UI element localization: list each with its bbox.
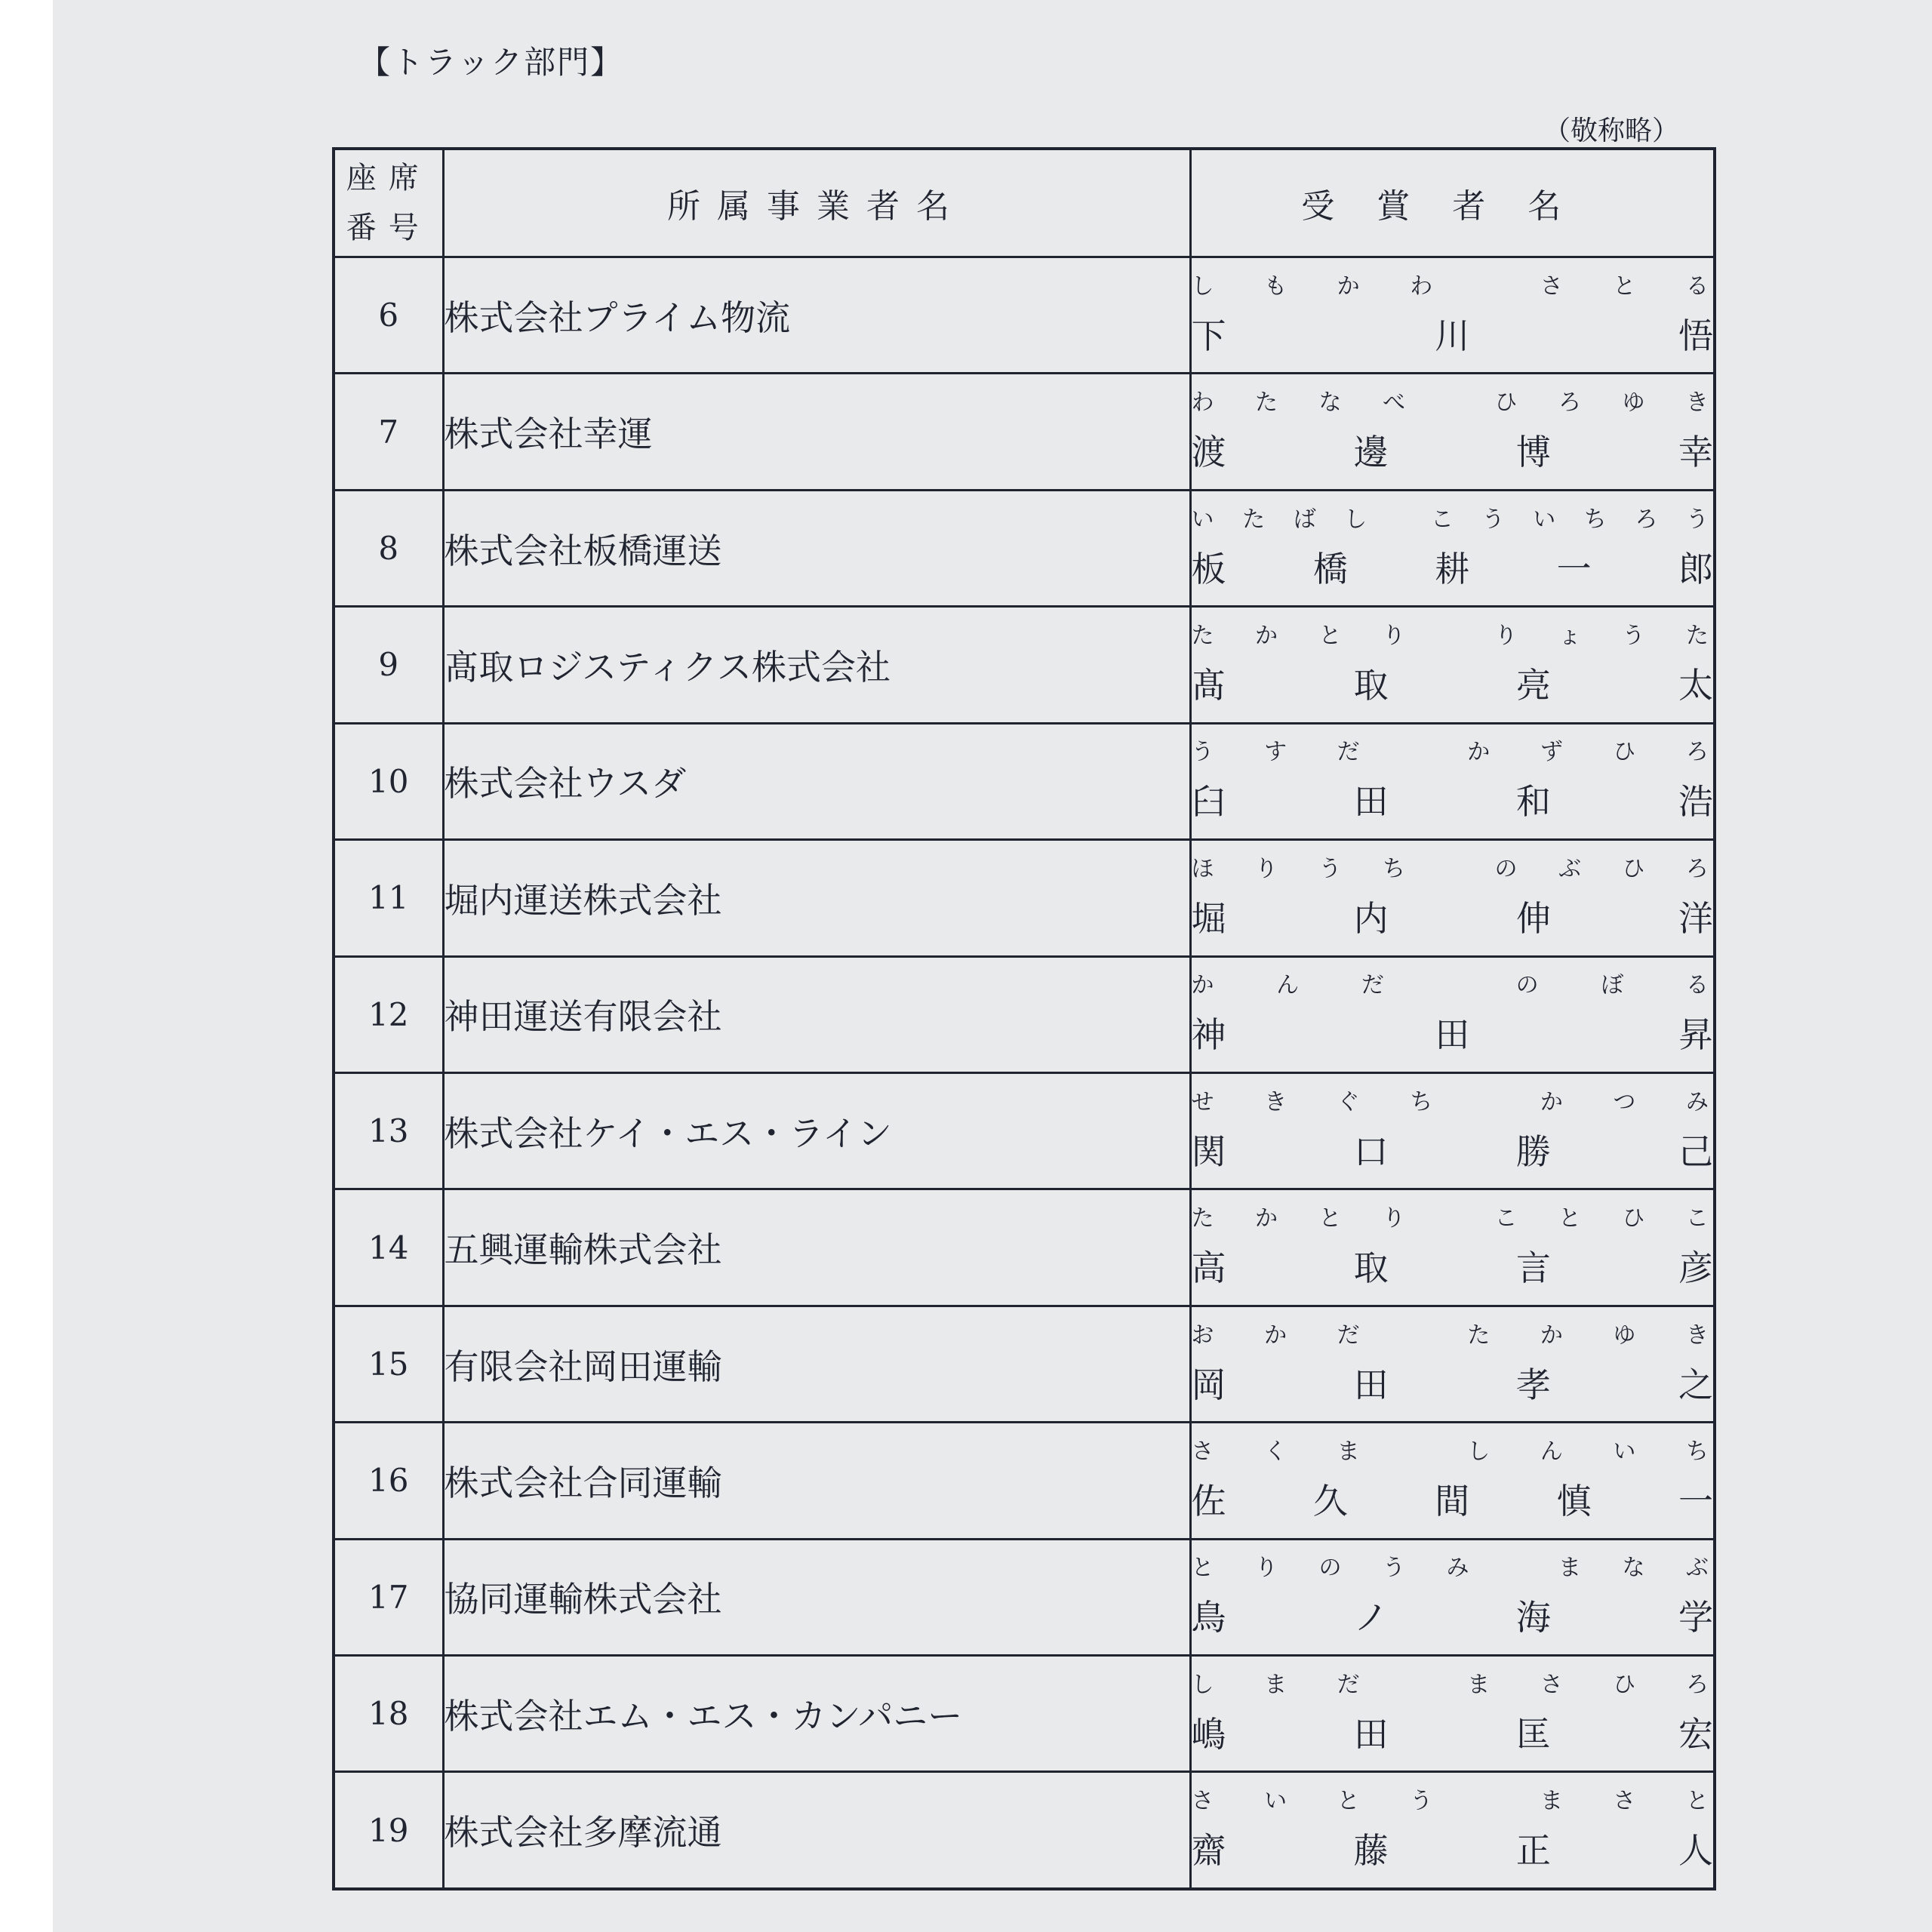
recipient-name-char: 川 [1435, 315, 1470, 356]
recipient-name-char: 浩 [1678, 781, 1713, 823]
company-name: 株式会社ケイ・エス・ライン [443, 1072, 1190, 1189]
recipient-reading: た か と り り ょ う た [1191, 622, 1709, 649]
company-name: 株式会社多摩流通 [443, 1772, 1190, 1889]
recipient-cell [1190, 1423, 1715, 1539]
company-name: 株式会社ウスダ [443, 723, 1190, 839]
table-row [334, 374, 1715, 490]
recipient-name-char: ノ [1353, 1597, 1389, 1638]
company-name: 有限会社岡田運輸 [443, 1306, 1190, 1422]
recipient-name [1192, 1472, 1714, 1530]
recipient-cell [1190, 1656, 1715, 1772]
recipient-name-char: 齋 [1191, 1830, 1226, 1872]
recipient-name-char: 昇 [1678, 1014, 1713, 1056]
recipient-name-char: 田 [1353, 781, 1389, 823]
recipient-cell [1190, 257, 1715, 374]
recipient-cell [1190, 1772, 1715, 1889]
recipient-name-char: 佐 [1191, 1480, 1226, 1521]
recipient-name-char: 口 [1353, 1131, 1389, 1172]
header-seat-line2: 番号 [346, 211, 431, 245]
table-body [334, 257, 1715, 1890]
recipient-name-char: 内 [1353, 897, 1389, 939]
table-row [334, 1656, 1715, 1772]
table-row [334, 1189, 1715, 1306]
recipient-name-char: 悟 [1678, 315, 1713, 356]
table-row [334, 490, 1715, 606]
recipient-name-char: 亮 [1515, 664, 1551, 706]
seat-number: 8 [334, 490, 443, 606]
recipient-cell [1190, 1539, 1715, 1655]
recipient-name-char: 渡 [1191, 432, 1226, 473]
recipient-reading: わ た な べ ひ ろ ゆ き [1191, 389, 1709, 417]
recipient-name-char: 嶋 [1191, 1713, 1226, 1755]
recipient-name-char: 橋 [1312, 548, 1348, 589]
recipient-reading: と り の う み ま な ぶ [1191, 1555, 1709, 1582]
recipient-name-char: 宏 [1678, 1713, 1713, 1755]
recipient-name-char: 正 [1515, 1830, 1551, 1872]
recipient-name [1192, 1356, 1714, 1414]
recipient-name-char: 関 [1191, 1131, 1226, 1172]
recipient-reading: か ん だ の ぼ る [1191, 972, 1709, 999]
table-row [334, 607, 1715, 723]
recipient-name-char: 伸 [1515, 897, 1551, 939]
recipient-name-char: 間 [1435, 1480, 1470, 1521]
table-row [334, 257, 1715, 374]
recipient-reading: い た ば し こ う い ち ろ う [1191, 506, 1709, 533]
company-name: 株式会社板橋運送 [443, 490, 1190, 606]
company-name: 神田運送有限会社 [443, 956, 1190, 1072]
recipient-name-char: 己 [1678, 1131, 1713, 1172]
recipient-cell [1190, 1189, 1715, 1306]
recipient-name [1192, 1589, 1714, 1646]
recipient-cell [1190, 956, 1715, 1072]
recipient-name-char: 田 [1353, 1713, 1389, 1755]
recipient-name [1192, 1822, 1714, 1879]
recipient-name [1192, 1006, 1714, 1063]
seat-number: 14 [334, 1189, 443, 1306]
recipient-name-char: 臼 [1191, 781, 1226, 823]
seat-number: 11 [334, 840, 443, 956]
recipient-name-char: 堀 [1191, 897, 1226, 939]
recipient-name-char: 取 [1353, 664, 1389, 706]
recipient-name [1192, 1706, 1714, 1763]
seat-number: 18 [334, 1656, 443, 1772]
honorific-note: （敬称略） [1543, 115, 1680, 146]
recipient-cell [1190, 723, 1715, 839]
recipient-name-char: 太 [1678, 664, 1713, 706]
recipient-name-char: 慎 [1556, 1480, 1592, 1521]
recipient-name-char: 勝 [1515, 1131, 1551, 1172]
awards-table [332, 147, 1716, 1890]
recipient-name-char: 和 [1515, 781, 1551, 823]
recipient-name [1192, 307, 1714, 365]
recipient-cell [1190, 1072, 1715, 1189]
header-company: 所属事業者名 [443, 149, 1190, 257]
company-name: 堀内運送株式会社 [443, 840, 1190, 956]
recipient-reading: ほ り う ち の ぶ ひ ろ [1191, 855, 1709, 882]
recipient-cell [1190, 374, 1715, 490]
recipient-name-char: 郎 [1678, 548, 1713, 589]
company-name: 株式会社合同運輸 [443, 1423, 1190, 1539]
recipient-name-char: 田 [1353, 1364, 1389, 1405]
seat-number: 17 [334, 1539, 443, 1655]
recipient-name-char: 下 [1191, 315, 1226, 356]
recipient-reading: お か だ た か ゆ き [1191, 1321, 1709, 1349]
header-seat-number [334, 149, 443, 257]
recipient-reading: さ い と う ま さ と [1191, 1788, 1709, 1815]
recipient-name-char: 言 [1515, 1247, 1551, 1289]
section-title: 【トラック部門】 [358, 44, 624, 81]
seat-number: 16 [334, 1423, 443, 1539]
recipient-cell [1190, 1306, 1715, 1422]
recipient-cell [1190, 490, 1715, 606]
table-row [334, 840, 1715, 956]
recipient-name-char: 匡 [1515, 1713, 1551, 1755]
recipient-reading: し も か わ さ と る [1191, 272, 1709, 300]
recipient-name-char: 孝 [1515, 1364, 1551, 1405]
recipient-name [1192, 890, 1714, 947]
recipient-name [1192, 657, 1714, 714]
recipient-name [1192, 540, 1714, 598]
recipient-name [1192, 773, 1714, 830]
recipient-name-char: 博 [1515, 432, 1551, 473]
company-name: 髙取ロジスティクス株式会社 [443, 607, 1190, 723]
recipient-name-char: 一 [1678, 1480, 1713, 1521]
table-row [334, 723, 1715, 839]
company-name: 五興運輸株式会社 [443, 1189, 1190, 1306]
table-row [334, 1306, 1715, 1422]
recipient-reading: う す だ か ず ひ ろ [1191, 739, 1709, 766]
recipient-name [1192, 423, 1714, 481]
recipient-name [1192, 1123, 1714, 1180]
recipient-name-char: 岡 [1191, 1364, 1226, 1405]
table-row [334, 956, 1715, 1072]
recipient-name-char: 耕 [1435, 548, 1470, 589]
recipient-name-char: 彦 [1678, 1247, 1713, 1289]
table-row [334, 1539, 1715, 1655]
recipient-reading: さ く ま し ん い ち [1191, 1438, 1709, 1465]
header-recipient: 受賞者名 [1190, 149, 1715, 257]
company-name: 株式会社幸運 [443, 374, 1190, 490]
recipient-name-char: 幸 [1678, 432, 1713, 473]
recipient-name-char: 藤 [1353, 1830, 1389, 1872]
recipient-name-char: 神 [1191, 1014, 1226, 1056]
recipient-name-char: 取 [1353, 1247, 1389, 1289]
recipient-name-char: 学 [1678, 1597, 1713, 1638]
seat-number: 13 [334, 1072, 443, 1189]
seat-number: 15 [334, 1306, 443, 1422]
seat-number: 7 [334, 374, 443, 490]
recipient-name-char: 田 [1435, 1014, 1470, 1056]
seat-number: 12 [334, 956, 443, 1072]
recipient-name-char: 人 [1678, 1830, 1713, 1872]
company-name: 株式会社エム・エス・カンパニー [443, 1656, 1190, 1772]
recipient-name-char: 髙 [1191, 664, 1226, 706]
recipient-name-char: 高 [1191, 1247, 1226, 1289]
company-name: 株式会社プライム物流 [443, 257, 1190, 374]
table-row [334, 1072, 1715, 1189]
seat-number: 6 [334, 257, 443, 374]
seat-number: 9 [334, 607, 443, 723]
recipient-cell [1190, 840, 1715, 956]
recipient-name-char: 一 [1556, 548, 1592, 589]
table-row [334, 1423, 1715, 1539]
recipient-name [1192, 1239, 1714, 1297]
recipient-name-char: 海 [1515, 1597, 1551, 1638]
table-header-row [334, 149, 1715, 257]
recipient-name-char: 洋 [1678, 897, 1713, 939]
recipient-name-char: 之 [1678, 1364, 1713, 1405]
recipient-name-char: 邊 [1353, 432, 1389, 473]
document-page [53, 0, 1932, 1932]
seat-number: 10 [334, 723, 443, 839]
company-name: 協同運輸株式会社 [443, 1539, 1190, 1655]
seat-number: 19 [334, 1772, 443, 1889]
header-seat-line1: 座席 [346, 161, 431, 195]
recipient-name-char: 鳥 [1191, 1597, 1226, 1638]
recipient-reading: た か と り こ と ひ こ [1191, 1205, 1709, 1232]
table-row [334, 1772, 1715, 1889]
recipient-cell [1190, 607, 1715, 723]
recipient-name-char: 久 [1312, 1480, 1348, 1521]
recipient-reading: せ き ぐ ち か つ み [1191, 1088, 1709, 1115]
recipient-reading: し ま だ ま さ ひ ろ [1191, 1671, 1709, 1698]
recipient-name-char: 板 [1191, 548, 1226, 589]
